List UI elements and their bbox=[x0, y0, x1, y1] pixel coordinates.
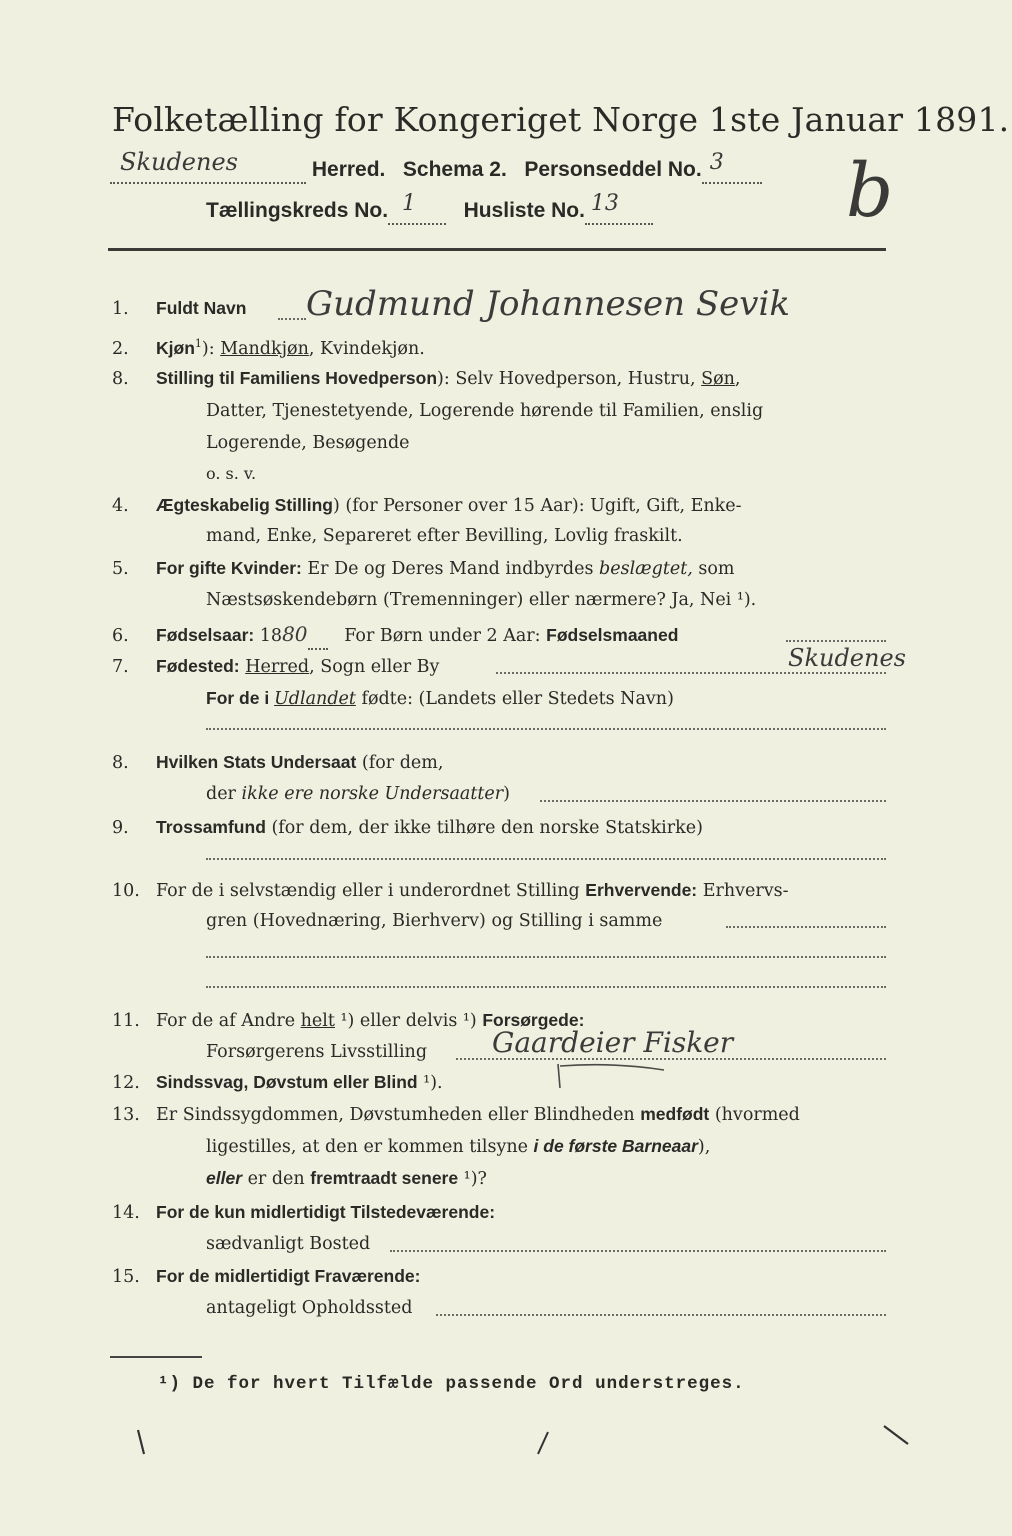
item-label: For gifte Kvinder: bbox=[156, 558, 302, 578]
form-title: Folketælling for Kongeriget Norge 1ste Januar 1891. bbox=[112, 100, 1010, 139]
item-text: fødte: (Landets eller Stedets Navn) bbox=[355, 689, 674, 709]
item-number: 1. bbox=[112, 299, 129, 319]
name-dots bbox=[278, 318, 306, 320]
pen-stroke-mark bbox=[552, 1060, 672, 1092]
personseddel-value: 3 bbox=[709, 150, 724, 175]
husliste-label: Husliste No. bbox=[463, 199, 585, 222]
item-7-line-2 bbox=[206, 686, 674, 711]
item-label: Fødselsmaaned bbox=[546, 625, 679, 645]
item-text: , Kvindekjøn. bbox=[308, 338, 425, 359]
item-text: ) (for Personer over 15 Aar): Ugift, Gift, Enke- bbox=[332, 496, 742, 516]
item-text: ): Selv Hovedperson, Hustru, bbox=[437, 369, 702, 389]
item-9 bbox=[112, 815, 703, 840]
religion-dots bbox=[206, 858, 886, 860]
item-number: 14. bbox=[112, 1203, 140, 1223]
item-7 bbox=[112, 654, 439, 679]
item-number: 9. bbox=[112, 818, 129, 838]
item-6 bbox=[112, 622, 678, 650]
item-label: Trossamfund bbox=[156, 817, 266, 837]
item-number: 2. bbox=[112, 338, 129, 359]
herred-value: Skudenes bbox=[120, 148, 238, 176]
selected-option: Herred bbox=[245, 657, 310, 677]
item-5 bbox=[112, 556, 735, 581]
item-text: ¹)? bbox=[458, 1169, 487, 1189]
item-label: fremtraadt senere bbox=[310, 1168, 459, 1188]
item-label: For de kun midlertidigt Tilstedeværende: bbox=[156, 1202, 496, 1222]
item-label: Fødested: bbox=[156, 656, 240, 676]
item-text: (for dem, bbox=[356, 753, 444, 773]
occupation-dots-2 bbox=[206, 956, 886, 958]
item-label: Fødselsaar: bbox=[156, 625, 255, 645]
item-text: som bbox=[692, 559, 735, 579]
item-15 bbox=[112, 1264, 420, 1289]
item-label: For de midlertidigt Fraværende: bbox=[156, 1266, 421, 1286]
personseddel-label: Personseddel No. bbox=[524, 158, 702, 181]
item-11-line-2: Forsørgerens Livsstilling bbox=[206, 1042, 428, 1062]
item-text: Erhvervs- bbox=[697, 881, 789, 901]
item-text: , Sogn eller By bbox=[309, 657, 440, 677]
margin-mark-left bbox=[130, 1428, 150, 1460]
item-label: Erhvervende: bbox=[585, 880, 698, 900]
item-text-italic: Udlandet bbox=[274, 689, 356, 709]
full-name-value: Gudmund Johannesen Sevik bbox=[306, 284, 790, 324]
herred-label: Herred. bbox=[311, 158, 386, 181]
selected-option: Mandkjøn bbox=[220, 338, 309, 359]
birthplace-dots bbox=[496, 672, 886, 674]
item-text: er den bbox=[242, 1169, 311, 1189]
item-4-line-2: mand, Enke, Separeret efter Bevilling, Lovlig fraskilt. bbox=[206, 526, 683, 546]
item-number: 6. bbox=[112, 626, 129, 646]
item-8-line-2: der ikke ere norske Undersaatter) bbox=[206, 784, 510, 804]
item-text: For de af Andre bbox=[156, 1011, 301, 1031]
item-text-italic: eller bbox=[206, 1168, 242, 1188]
husliste-value: 13 bbox=[590, 191, 619, 216]
item-text: ¹). bbox=[417, 1073, 443, 1093]
item-text: (hvormed bbox=[709, 1105, 800, 1125]
item-2 bbox=[112, 332, 425, 361]
item-3-line-4: o. s. v. bbox=[206, 464, 257, 483]
item-text: ): bbox=[201, 338, 221, 359]
item-3-line-3: Logerende, Besøgende bbox=[206, 433, 410, 453]
corner-mark: b bbox=[846, 148, 894, 234]
personseddel-field bbox=[702, 150, 762, 184]
item-number: 7. bbox=[112, 657, 129, 677]
item-4 bbox=[112, 493, 742, 518]
item-text: For de i bbox=[206, 688, 275, 708]
item-label: Ægteskabelig Stilling bbox=[156, 495, 333, 515]
item-14 bbox=[112, 1200, 495, 1225]
item-10-line-2: gren (Hovednæring, Bierhverv) og Stilling i samme bbox=[206, 911, 663, 931]
header-line-1 bbox=[110, 148, 762, 184]
kreds-label: Tællingskreds No. bbox=[206, 199, 389, 222]
footnote: ¹) De for hvert Tilfælde passende Ord understreges. bbox=[158, 1374, 745, 1394]
item-8 bbox=[112, 750, 443, 775]
residence-dots bbox=[390, 1250, 886, 1252]
item-10 bbox=[112, 878, 789, 903]
kreds-value: 1 bbox=[402, 191, 417, 216]
item-number: 5. bbox=[112, 559, 129, 579]
item-label: Kjøn bbox=[156, 337, 195, 358]
item-label: medfødt bbox=[640, 1104, 710, 1124]
header-line-2 bbox=[206, 191, 653, 225]
item-12 bbox=[112, 1070, 443, 1095]
item-text: For de i selvstændig eller i underordnet Stilling bbox=[156, 881, 586, 901]
birth-month-dots bbox=[786, 640, 886, 642]
item-label: Fuldt Navn bbox=[156, 298, 247, 318]
item-label: Sindssvag, Døvstum eller Blind bbox=[156, 1072, 418, 1092]
item-number: 13. bbox=[112, 1105, 140, 1125]
occupation-dots-3 bbox=[206, 986, 886, 988]
item-label: Forsørgede: bbox=[482, 1010, 585, 1030]
schema-label: Schema 2. bbox=[402, 158, 507, 181]
provider-occupation-value: Gaardeier Fisker bbox=[492, 1026, 734, 1059]
foreign-place-dots bbox=[206, 728, 886, 730]
item-3-line-2: Datter, Tjenestetyende, Logerende hørende til Familien, enslig bbox=[206, 401, 764, 421]
item-text: ¹) eller delvis ¹) bbox=[334, 1011, 483, 1031]
item-number: 8. bbox=[112, 753, 129, 773]
item-text-italic: i de første Barneaar bbox=[533, 1136, 698, 1156]
margin-mark-right bbox=[880, 1420, 914, 1450]
item-13-line-2: ligestilles, at den er kommen tilsyne i de første Barneaar), bbox=[206, 1136, 711, 1157]
item-number: 8. bbox=[112, 369, 129, 389]
item-number: 15. bbox=[112, 1267, 140, 1287]
selected-option: helt bbox=[300, 1011, 335, 1031]
birth-year-value: 80 bbox=[282, 622, 308, 646]
item-text: Er Sindssygdommen, Døvstumheden eller Blindheden bbox=[156, 1105, 641, 1125]
year-prefix: 18 bbox=[254, 626, 283, 646]
item-5-line-2: Næstsøskendebørn (Tremenninger) eller nærmere? Ja, Nei ¹). bbox=[206, 590, 757, 610]
item-15-line-2: antageligt Opholdssted bbox=[206, 1298, 413, 1318]
whereabouts-dots bbox=[436, 1314, 886, 1316]
item-text: ligestilles, at den er kommen tilsyne bbox=[206, 1137, 534, 1157]
item-number: 10. bbox=[112, 881, 140, 901]
husliste-field bbox=[585, 191, 653, 225]
header-divider bbox=[108, 248, 886, 251]
item-label: Hvilken Stats Undersaat bbox=[156, 752, 357, 772]
item-text-italic: beslægtet, bbox=[599, 559, 693, 579]
item-text-italic: ikke ere norske Undersaatter bbox=[241, 784, 504, 804]
item-13 bbox=[112, 1102, 800, 1127]
footnote-ref: 1 bbox=[194, 337, 202, 350]
item-text: For Børn under 2 Aar: bbox=[344, 626, 541, 646]
item-number: 11. bbox=[112, 1011, 140, 1031]
occupation-dots-1 bbox=[726, 926, 886, 928]
selected-option: Søn bbox=[701, 369, 735, 389]
item-number: 4. bbox=[112, 496, 129, 516]
item-text: der bbox=[206, 784, 242, 804]
nationality-dots bbox=[540, 800, 886, 802]
margin-mark-center bbox=[530, 1428, 554, 1458]
item-label: Stilling til Familiens Hovedperson bbox=[156, 368, 438, 388]
kreds-field bbox=[388, 191, 446, 225]
footnote-divider bbox=[110, 1356, 202, 1358]
herred-field bbox=[110, 148, 306, 184]
item-13-line-3 bbox=[206, 1166, 487, 1191]
birthplace-value: Skudenes bbox=[788, 644, 906, 672]
item-1 bbox=[112, 296, 246, 321]
item-text: Er De og Deres Mand indbyrdes bbox=[301, 559, 600, 579]
item-text: (for dem, der ikke tilhøre den norske Statskirke) bbox=[265, 818, 703, 838]
item-14-line-2: sædvanligt Bosted bbox=[206, 1234, 371, 1254]
item-number: 12. bbox=[112, 1073, 140, 1093]
item-3: 8. Stilling til Familiens Hovedperson): Selv Hovedperson, Hustru, Søn, bbox=[112, 368, 741, 389]
